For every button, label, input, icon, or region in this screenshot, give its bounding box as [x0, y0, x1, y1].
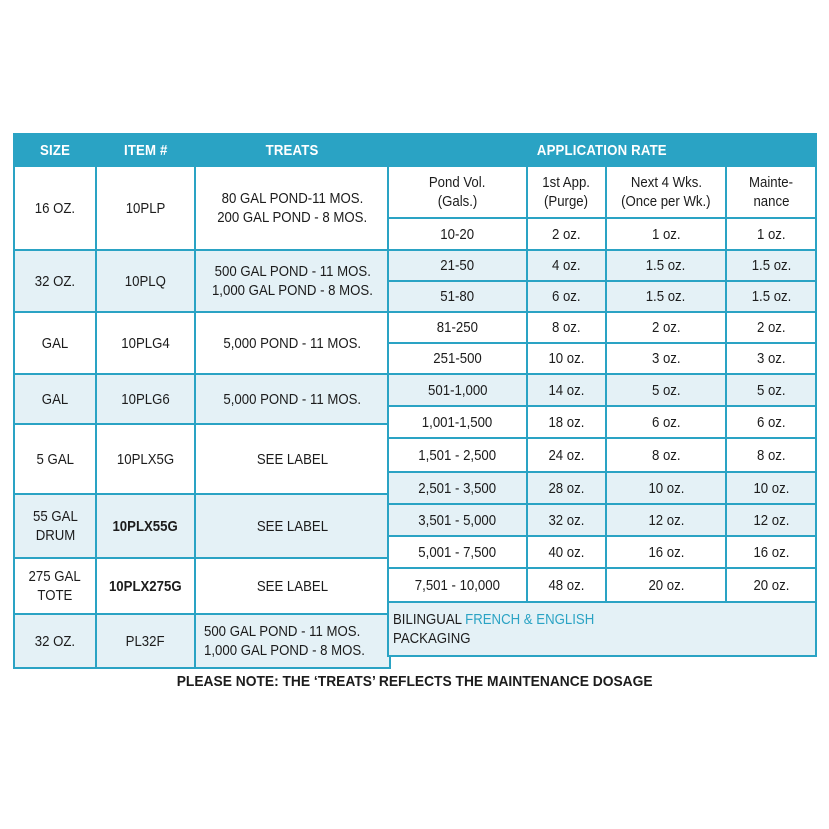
maintenance-cell: 5 oz.	[726, 374, 816, 406]
pond-vol-cell: 501-1,000	[388, 374, 527, 406]
first-app-cell: 2 oz.	[527, 218, 606, 250]
table-row	[388, 374, 816, 406]
maintenance-cell: 1.5 oz.	[726, 250, 816, 281]
table-row	[388, 504, 816, 536]
next-4-weeks-cell: 3 oz.	[606, 343, 726, 374]
next-4-weeks-cell: 1.5 oz.	[606, 250, 726, 281]
application-rate-table	[387, 133, 817, 657]
table-row	[388, 472, 816, 504]
pond-vol-cell: 3,501 - 5,000	[388, 504, 527, 536]
next-4-weeks-cell: 20 oz.	[606, 568, 726, 602]
pond-vol-cell: 10-20	[388, 218, 527, 250]
first-app-cell: 4 oz.	[527, 250, 606, 281]
next-4-weeks-cell: 1.5 oz.	[606, 281, 726, 312]
item-cell: 10PLG6	[96, 374, 195, 424]
size-cell: 5 GAL	[14, 424, 96, 494]
table-row	[14, 374, 390, 424]
first-app-cell: 10 oz.	[527, 343, 606, 374]
maintenance-cell: 3 oz.	[726, 343, 816, 374]
size-header: SIZE	[14, 134, 96, 166]
next-4-weeks-cell: 12 oz.	[606, 504, 726, 536]
treats-cell: 5,000 POND - 11 MOS.	[195, 312, 390, 374]
next-4-weeks-cell: 2 oz.	[606, 312, 726, 343]
size-cell: GAL	[14, 312, 96, 374]
treats-cell: 500 GAL POND - 11 MOS. 1,000 GAL POND - 8 MOS.	[195, 614, 390, 668]
pond-vol-cell: 1,501 - 2,500	[388, 438, 527, 472]
treats-cell: 500 GAL POND - 11 MOS. 1,000 GAL POND - 8 MOS.	[195, 250, 390, 312]
pond-vol-cell: 21-50	[388, 250, 527, 281]
first-app-cell: 6 oz.	[527, 281, 606, 312]
first-app-cell: 8 oz.	[527, 312, 606, 343]
maintenance-cell: 8 oz.	[726, 438, 816, 472]
table-row	[388, 438, 816, 472]
item-cell: 10PLX275G	[96, 558, 195, 614]
table-row	[388, 536, 816, 568]
sub-header-row	[388, 166, 816, 218]
table-row	[388, 568, 816, 602]
bilingual-line2: PACKAGING	[393, 630, 471, 647]
next-4-weeks-cell: 5 oz.	[606, 374, 726, 406]
pond-vol-cell: 5,001 - 7,500	[388, 536, 527, 568]
table-row	[14, 312, 390, 374]
first-app-cell: 28 oz.	[527, 472, 606, 504]
first-app-cell: 40 oz.	[527, 536, 606, 568]
table-row	[14, 250, 390, 312]
maintenance-cell: 6 oz.	[726, 406, 816, 438]
next-4-weeks-cell: 6 oz.	[606, 406, 726, 438]
table-row	[388, 343, 816, 374]
next-4-weeks-cell: 8 oz.	[606, 438, 726, 472]
maintenance-note: PLEASE NOTE: THE ‘TREATS’ REFLECTS THE MAINTENANCE DOSAGE	[176, 673, 653, 690]
treats-cell: SEE LABEL	[195, 424, 390, 494]
table-row	[388, 281, 816, 312]
first-app-cell: 32 oz.	[527, 504, 606, 536]
size-cell: GAL	[14, 374, 96, 424]
next-4-weeks-header: Next 4 Wks. (Once per Wk.)	[606, 166, 726, 218]
table-row	[14, 558, 390, 614]
table-row	[388, 250, 816, 281]
treats-cell: SEE LABEL	[195, 558, 390, 614]
treats-cell: 5,000 POND - 11 MOS.	[195, 374, 390, 424]
pond-vol-cell: 2,501 - 3,500	[388, 472, 527, 504]
bilingual-highlight: FRENCH & ENGLISH	[465, 611, 595, 628]
first-app-cell: 48 oz.	[527, 568, 606, 602]
size-cell: 32 OZ.	[14, 250, 96, 312]
first-app-header: 1st App. (Purge)	[527, 166, 606, 218]
item-cell: 10PLX5G	[96, 424, 195, 494]
maintenance-cell: 1 oz.	[726, 218, 816, 250]
application-rate-header: APPLICATION RATE	[388, 134, 816, 166]
maintenance-cell: 2 oz.	[726, 312, 816, 343]
first-app-cell: 18 oz.	[527, 406, 606, 438]
size-cell: 32 OZ.	[14, 614, 96, 668]
table-row	[388, 218, 816, 250]
item-cell: 10PLP	[96, 166, 195, 250]
maintenance-cell: 20 oz.	[726, 568, 816, 602]
treats-cell: SEE LABEL	[195, 494, 390, 558]
table-row	[388, 312, 816, 343]
maintenance-cell: 16 oz.	[726, 536, 816, 568]
treats-header: TREATS	[195, 134, 390, 166]
pond-vol-cell: 1,001-1,500	[388, 406, 527, 438]
treats-cell: 80 GAL POND-11 MOS. 200 GAL POND - 8 MOS.	[195, 166, 390, 250]
pond-vol-cell: 251-500	[388, 343, 527, 374]
application-rate-header-row	[388, 134, 816, 166]
pond-vol-header: Pond Vol. (Gals.)	[388, 166, 527, 218]
item-cell: 10PLQ	[96, 250, 195, 312]
product-table	[13, 133, 391, 669]
maintenance-cell: 10 oz.	[726, 472, 816, 504]
pond-vol-cell: 7,501 - 10,000	[388, 568, 527, 602]
product-header-row	[14, 134, 390, 166]
first-app-cell: 24 oz.	[527, 438, 606, 472]
table-row	[14, 494, 390, 558]
item-header: ITEM #	[96, 134, 195, 166]
item-cell: 10PLG4	[96, 312, 195, 374]
maintenance-header: Mainte- nance	[726, 166, 816, 218]
table-row	[14, 614, 390, 668]
first-app-cell: 14 oz.	[527, 374, 606, 406]
table-row	[388, 602, 816, 656]
item-cell: PL32F	[96, 614, 195, 668]
next-4-weeks-cell: 16 oz.	[606, 536, 726, 568]
size-cell: 55 GAL DRUM	[14, 494, 96, 558]
size-cell: 275 GAL TOTE	[14, 558, 96, 614]
pond-vol-cell: 51-80	[388, 281, 527, 312]
bilingual-packaging-cell	[388, 602, 816, 656]
maintenance-cell: 1.5 oz.	[726, 281, 816, 312]
table-row	[388, 406, 816, 438]
table-row	[14, 166, 390, 250]
next-4-weeks-cell: 10 oz.	[606, 472, 726, 504]
bilingual-prefix: BILINGUAL	[393, 611, 466, 628]
size-cell: 16 OZ.	[14, 166, 96, 250]
pond-vol-cell: 81-250	[388, 312, 527, 343]
maintenance-cell: 12 oz.	[726, 504, 816, 536]
next-4-weeks-cell: 1 oz.	[606, 218, 726, 250]
item-cell: 10PLX55G	[96, 494, 195, 558]
table-row	[14, 424, 390, 494]
